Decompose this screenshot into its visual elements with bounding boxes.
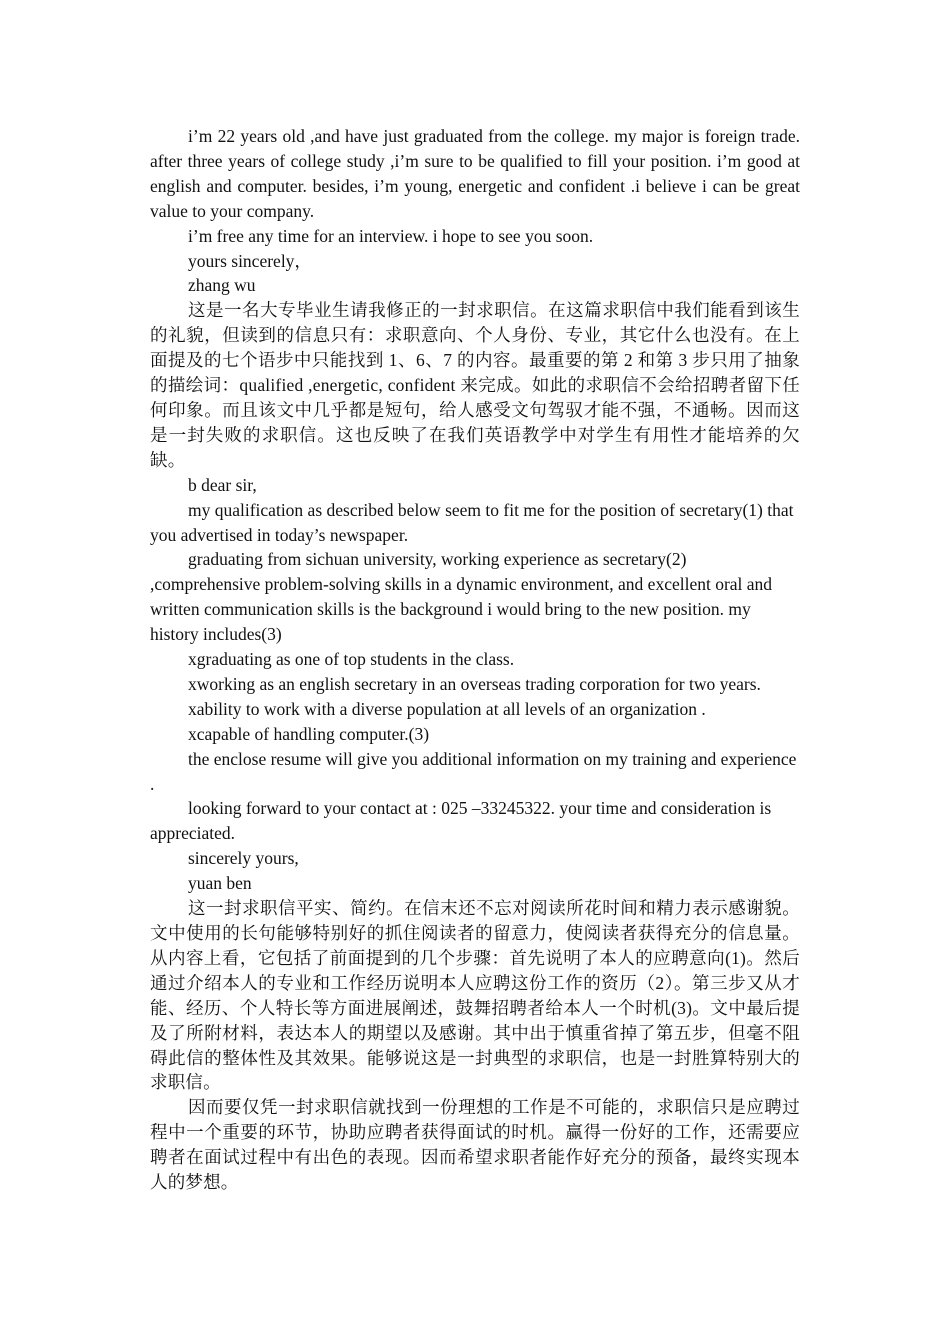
commentary-letter-a: 这是一名大专毕业生请我修正的一封求职信。在这篇求职信中我们能看到该生的礼貌，但读到的信息只有：求职意向、个人身份、专业，其它什么也没有。在上面提及的七个语步中只能找到 1、6、7 的内容。最重要的第 2 和第 3 步只用了抽象的描绘词：qualified ,energetic, confident 来完成。如此的求职信不会给招聘者留下任何印象。而且该文中几乎都是短句，给人感受文句驾驭才能不强，不通畅。因而这是一封失败的求职信。这也反映了在我们英语教学中对学生有用性才能培养的欠缺。 [150, 300, 800, 470]
letter-b-contact-paragraph: looking forward to your contact at : 025 –33245322. your time and consideration is appreciated. [150, 798, 772, 844]
document-page [150, 124, 800, 1195]
letter-b-history-item: xworking as an english secretary in an overseas trading corporation for two years. [188, 673, 761, 694]
letter-a-signature: zhang wu [188, 275, 256, 296]
letter-b-resume-paragraph: the enclose resume will give you additional information on my training and experience . [150, 748, 797, 794]
letter-b-opening-paragraph: my qualification as described below seem to fit me for the position of secretary(1) that you advertised in today’s newspaper. [150, 499, 794, 545]
letter-a-closing: yours sincerely， [188, 250, 312, 271]
letter-b-closing: sincerely yours, [188, 848, 299, 869]
letter-b-background-paragraph: graduating from sichuan university, working experience as secretary(2) ,comprehensive problem-solving skills in a dynamic environment, and excellent oral and written communication skills is the background i would bring to the new position. my history includes(3) [150, 549, 773, 645]
letter-a-body-paragraph: i’m 22 years old ,and have just graduated from the college. my major is foreign trade. after three years of college study ,i’m sure to be qualified to fill your position. i’m good at english and computer. besides, i’m young, energetic and confident .i believe i can be great value to your company. [150, 126, 800, 221]
letter-a-interview-line: i’m free any time for an interview. i hope to see you soon. [188, 225, 594, 246]
conclusion-paragraph: 因而要仅凭一封求职信就找到一份理想的工作是不可能的，求职信只是应聘过程中一个重要的环节，协助应聘者获得面试的时机。赢得一份好的工作，还需要应聘者在面试过程中有出色的表现。因而希望求职者能作好充分的预备，最终实现本人的梦想。 [150, 1097, 800, 1193]
letter-b-salutation: b dear sir, [188, 474, 257, 495]
letter-b-history-item: xcapable of handling computer.(3) [188, 723, 430, 744]
letter-b-history-item: xability to work with a diverse population at all levels of an organization . [188, 698, 706, 719]
letter-b-signature: yuan ben [188, 873, 252, 894]
commentary-letter-b: 这一封求职信平实、简约。在信末还不忘对阅读所花时间和精力表示感谢貌。文中使用的长句能够特别好的抓住阅读者的留意力，使阅读者获得充分的信息量。从内容上看，它包括了前面提到的几个步骤：首先说明了本人的应聘意向(1)。然后通过介绍本人的专业和工作经历说明本人应聘这份工作的资历（2）。第三步又从才能、经历、个人特长等方面进展阐述，鼓舞招聘者给本人一个时机(3)。文中最后提及了所附材料，表达本人的期望以及感谢。其中出于慎重省掉了第五步，但毫不阻碍此信的整体性及其效果。能够说这是一封典型的求职信，也是一封胜算特别大的求职信。 [150, 898, 800, 1093]
letter-b-history-item: xgraduating as one of top students in the class. [188, 649, 515, 670]
